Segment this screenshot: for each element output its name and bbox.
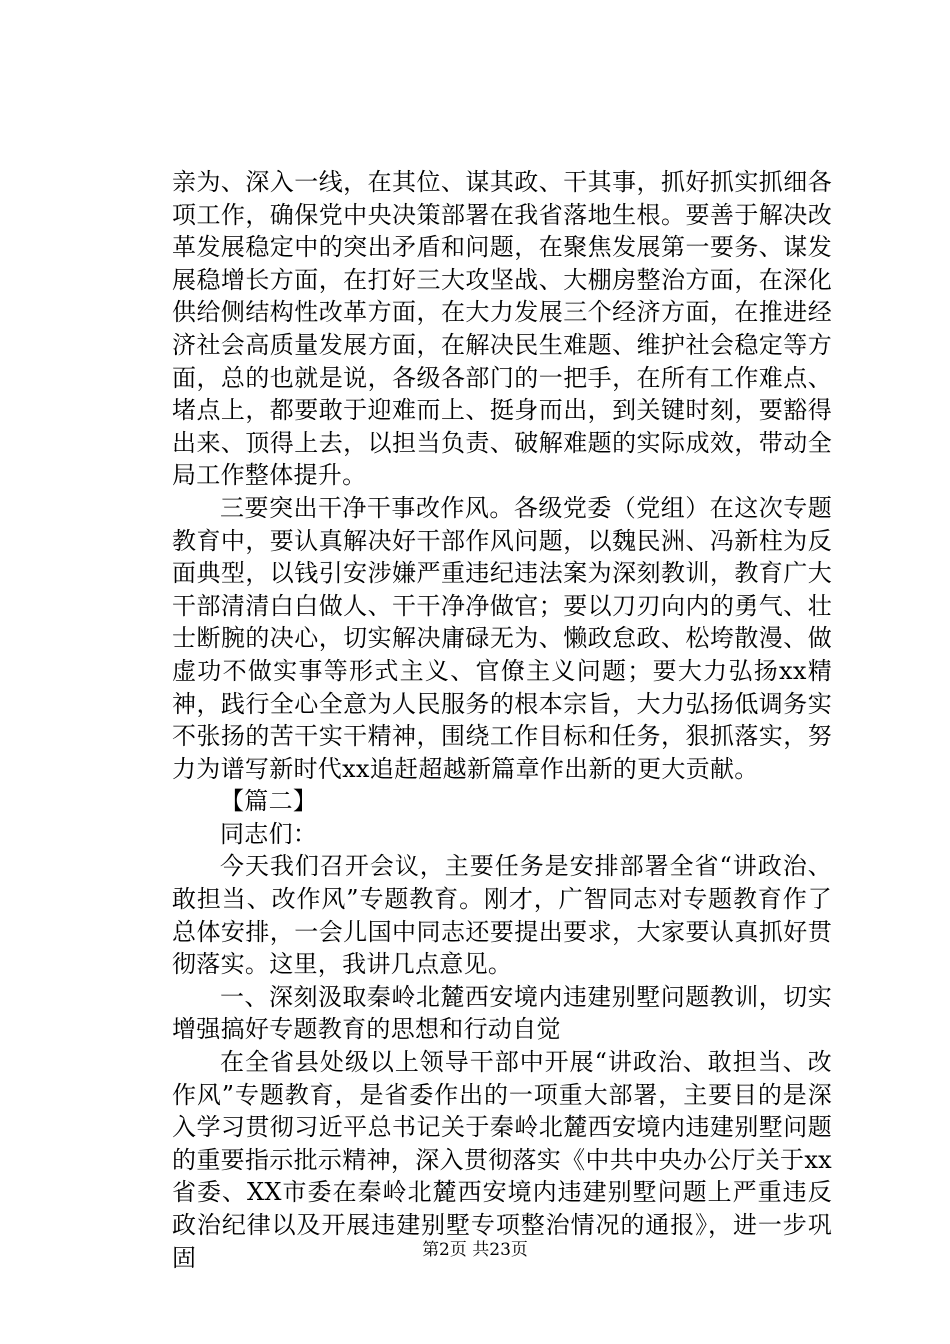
salutation: 同志们： xyxy=(220,819,318,848)
paragraph-4: 在全省县处级以上领导干部中开展“讲政治、敢担当、改作风”专题教育，是省委作出的一项重大部署，主要目的是深入学习贯彻习近平总书记关于秦岭北麓西安境内违建别墅问题的重要指示批示精神，深入贯彻落实《中共中央办公厅关于xx省委、XX市委在秦岭北麓西安境内违建别墅问题上严重违反政治纪律以及开展违建别墅专项整治情况的通报》，进一步巩固 xyxy=(172,1048,832,1272)
paragraph-2: 三要突出干净干事改作风。各级党委（党组）在这次专题教育中，要认真解决好干部作风问题，以魏民洲、冯新柱为反面典型，以钱引安涉嫌严重违纪违法案为深刻教训，教育广大干部清清白白做人、干干净净做官；要以刀刃向内的勇气、壮士断腕的决心，切实解决庸碌无为、懒政怠政、松垮散漫、做虚功不做实事等形式主义、官僚主义问题；要大力弘扬xx精神，践行全心全意为人民服务的根本宗旨，大力弘扬低调务实不张扬的苦干实干精神，围绕工作目标和任务，狠抓落实，努力为谱写新时代xx追赶超越新篇章作出新的更大贡献。 xyxy=(172,493,832,783)
paragraph-1: 亲为、深入一线，在其位、谋其政、干其事，抓好抓实抓细各项工作，确保党中央决策部署在我省落地生根。要善于解决改革发展稳定中的突出矛盾和问题，在聚焦发展第一要务、谋发展稳增长方面，在打好三大攻坚战、大棚房整治方面，在深化供给侧结构性改革方面，在大力发展三个经济方面，在推进经济社会高质量发展方面，在解决民生难题、维护社会稳定等方面，总的也就是说，各级各部门的一把手，在所有工作难点、堵点上，都要敢于迎难而上、挺身而出，到关键时刻，要豁得出来、顶得上去，以担当负责、破解难题的实际成效，带动全局工作整体提升。 xyxy=(172,168,832,490)
page-footer: 第2页 共23页 xyxy=(422,1240,528,1260)
document-body xyxy=(172,166,832,1274)
subsection-heading: 一、深刻汲取秦岭北麓西安境内违建别墅问题教训，切实增强搞好专题教育的思想和行动自觉 xyxy=(172,982,832,1044)
paragraph-3: 今天我们召开会议，主要任务是安排部署全省“讲政治、敢担当、改作风”专题教育。刚才，广智同志对专题教育作了总体安排，一会儿国中同志还要提出要求，大家要认真抓好贯彻落实。这里，我讲几点意见。 xyxy=(172,852,832,979)
section-heading: 【篇二】 xyxy=(220,787,318,816)
